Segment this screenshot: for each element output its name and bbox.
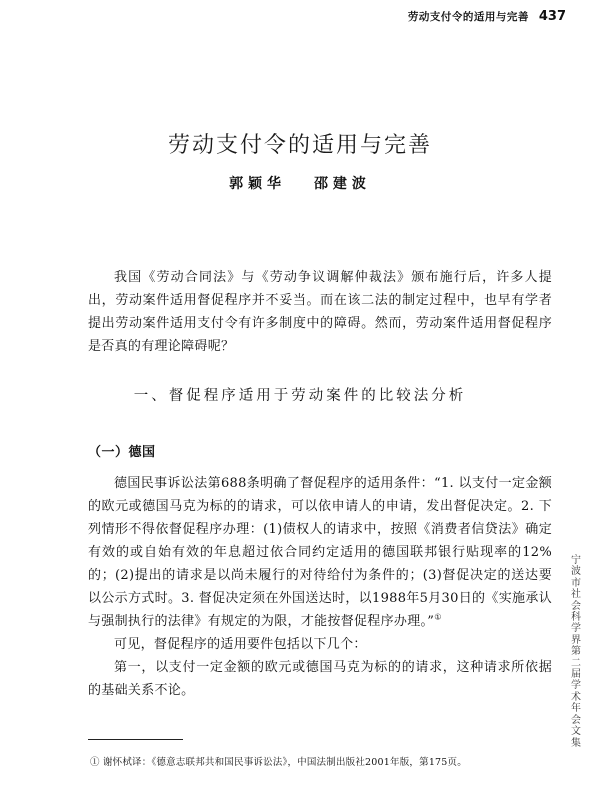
side-stamp-char: 会 [571,714,581,726]
footnote-divider [88,739,183,740]
side-stamp-char: 学 [571,623,581,635]
paragraph-text: 德国民事诉讼法第688条明确了督促程序的适用条件：“1. 以支付一定金额的欧元或德国马克为标的的请求，可以依申请人的申请，发出督促决定。2. 下列情形不得依督促程序办理：(1)债权人的请求中，按照《消费者信贷法》确定有效的或自始有效的年息超过依合同约定适用的德国联邦银行贴现率的12%的；(2)提出的请求是以尚未履行的对待给付为条件的；(3)督促决定的送达要以公示方式时。3. 督促决定须在外国送达时，以1988年5月30日的《实施承认与强制执行的法律》有规定的为限，才能按督促程序办理。” [88,476,552,629]
side-stamp-char: 年 [571,703,581,715]
side-stamp-char: 会 [571,600,581,612]
side-stamp-char: 集 [571,737,581,749]
author-name: 郭颖华 [229,176,287,192]
side-stamp-char: 市 [571,577,581,589]
page-number: 437 [538,9,566,24]
body-paragraph: 第一，以支付一定金额的欧元或德国马克为标的的请求，这种请求所依据的基础关系不论。 [88,660,552,698]
side-stamp [566,555,586,749]
body-paragraph: 可见，督促程序的适用要件包括以下几个： [114,637,367,652]
side-stamp-char: 文 [571,726,581,738]
side-stamp-char: 科 [571,612,581,624]
footnote-marker: ① [90,757,100,768]
body-paragraph [88,472,552,633]
section-heading: 一、督促程序适用于劳动案件的比较法分析 [133,388,467,404]
side-stamp-char: 二 [571,657,581,669]
subsection-heading: （一）德国 [88,445,156,460]
footnote [90,754,467,768]
side-stamp-char: 第 [571,646,581,658]
running-title: 劳动支付令的适用与完善 [407,11,529,23]
side-stamp-char: 社 [571,589,581,601]
footnote-reference[interactable]: ① [434,612,442,622]
footnote-text: 谢怀栻译：《德意志联邦共和国民事诉讼法》，中国法制出版社2001年版，第175页。 [102,757,467,768]
article-authors [0,173,600,193]
article-title: 劳动支付令的适用与完善 [167,133,432,158]
side-stamp-char: 届 [571,669,581,681]
side-stamp-char: 界 [571,634,581,646]
side-stamp-char: 波 [571,566,581,578]
intro-section [88,266,552,358]
intro-paragraph: 我国《劳动合同法》与《劳动争议调解仲裁法》颁布施行后，许多人提出，劳动案件适用督促程序并不妥当。而在该二法的制定过程中，也早有学者提出劳动案件适用支付令有许多制度中的障碍。然而，劳动案件适用督促程序是否真的有理论障碍呢？ [88,270,552,354]
side-stamp-char: 学 [571,680,581,692]
germany-section [88,472,552,702]
running-header [408,9,566,24]
side-stamp-char: 宁 [571,555,581,566]
side-stamp-char: 术 [571,691,581,703]
author-name: 邵建波 [313,176,371,192]
